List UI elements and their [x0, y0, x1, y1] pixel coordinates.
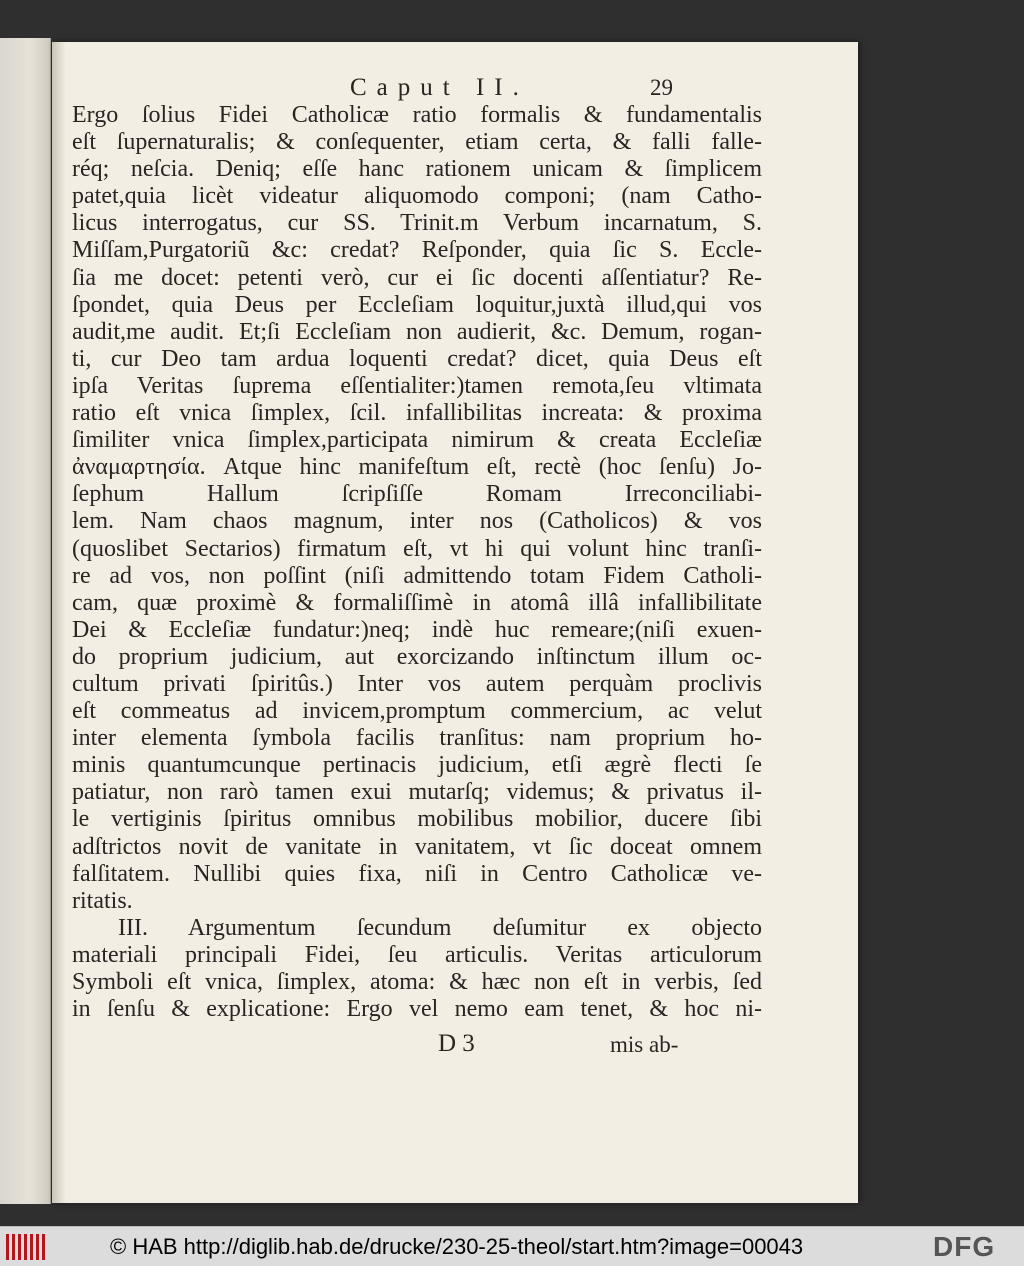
text-line: cultum privati ſpiritûs.) Inter vos autem perquàm proclivis — [72, 670, 762, 697]
text-line: ipſa Veritas ſuprema eſſentialiter:)tamen remota,ſeu vltimata — [72, 372, 762, 399]
hab-logo-icon[interactable] — [6, 1234, 46, 1260]
text-line: réq; neſcia. Deniq; eſſe hanc rationem unicam & ſimplicem — [72, 156, 762, 183]
text-line: ratio eſt vnica ſimplex, ſcil. infallibilitas increata: & proxima — [72, 400, 762, 427]
text-line: eſt ſupernaturalis; & conſequenter, etiam certa, & falli falle- — [72, 129, 762, 156]
text-line: ſimiliter vnica ſimplex,participata nimirum & creata Eccleſiæ — [72, 427, 762, 454]
text-line: in ſenſu & explicatione: Ergo vel nemo eam tenet, & hoc ni- — [72, 996, 762, 1023]
text-line: Dei & Eccleſiæ fundatur:)neq; indè huc remeare;(niſi exuen- — [72, 616, 762, 643]
text-line: ſia me docet: petenti verò, cur ei ſic docenti aſſentiatur? Re- — [72, 264, 762, 291]
source-url-link[interactable]: © HAB http://diglib.hab.de/drucke/230-25-theol/start.htm?image=00043 — [110, 1234, 804, 1259]
text-line: Symboli eſt vnica, ſimplex, atoma: & hæc non eſt in verbis, ſed — [72, 969, 762, 995]
text-line: materiali principali Fidei, ſeu articulis. Veritas articulorum — [72, 941, 762, 968]
page-binding-shadow — [52, 42, 66, 1203]
text-line: re ad vos, non poſſint (niſi admittendo totam Fidem Catholi- — [72, 562, 762, 589]
text-line: inter elementa ſymbola facilis tranſitus: nam proprium ho- — [72, 725, 762, 752]
text-line: minis quantumcunque pertinacis judicium, etſi ægrè flecti ſe — [72, 752, 762, 779]
text-line: cam, quæ proximè & formaliſſimè in atomâ illâ infallibilitate — [72, 589, 762, 616]
text-line: audit,me audit. Et;ſi Eccleſiam non audierit, &c. Demum, rogan- — [72, 318, 762, 345]
text-line: licus interrogatus, cur SS. Trinit.m Verbum incarnatum, S. — [72, 210, 762, 237]
text-line: ſpondet, quia Deus per Eccleſiam loquitur,juxtà illud,qui vos — [72, 291, 762, 318]
dfg-logo[interactable]: DFG — [933, 1231, 996, 1262]
viewer-footer-bar — [0, 1226, 1024, 1266]
catchword: mis ab- — [610, 1032, 679, 1057]
text-line: Ergo ſolius Fidei Catholicæ ratio formalis & fundamentalis — [72, 102, 762, 128]
signature-mark: D 3 — [438, 1030, 475, 1057]
page-number: 29 — [650, 75, 673, 100]
text-line: le vertiginis ſpiritus omnibus mobilibus mobilior, ducere ſibi — [72, 806, 762, 833]
body-text — [72, 102, 762, 1023]
text-line: Miſſam,Purgatoriũ &c: credat? Reſponder, quia ſic S. Eccle- — [72, 237, 762, 264]
text-line: ſephum Hallum ſcripſiſſe Romam Irreconciliabi- — [72, 481, 762, 508]
text-line: ti, cur Deo tam ardua loquenti credat? dicet, quia Deus eſt — [72, 345, 762, 372]
text-line: adſtrictos novit de vanitate in vanitatem, vt ſic doceat omnem — [72, 833, 762, 860]
text-line: patiatur, non rarò tamen exui mutarſq; videmus; & privatus il- — [72, 779, 762, 806]
text-line: falſitatem. Nullibi quies fixa, niſi in Centro Catholicæ ve- — [72, 860, 762, 887]
text-line: do proprium judicium, aut exorcizando inſtinctum illum oc- — [72, 643, 762, 670]
text-line: (quoslibet Sectarios) firmatum eſt, vt hi qui volunt hinc tranſi- — [72, 535, 762, 562]
running-head: Caput II. — [350, 74, 529, 101]
text-line: patet,quia licèt videatur aliquomodo componi; (nam Catho- — [72, 183, 762, 210]
text-line: ritatis. — [72, 887, 133, 914]
facing-page-edge — [0, 38, 51, 1204]
text-line: III. Argumentum ſecundum deſumitur ex objecto — [118, 914, 762, 941]
text-line: eſt commeatus ad invicem,promptum commercium, ac velut — [72, 698, 762, 725]
text-line: ἀναμαρτησία. Atque hinc manifeſtum eſt, rectè (hoc ſenſu) Jo- — [72, 454, 762, 481]
text-line: lem. Nam chaos magnum, inter nos (Catholicos) & vos — [72, 508, 762, 535]
